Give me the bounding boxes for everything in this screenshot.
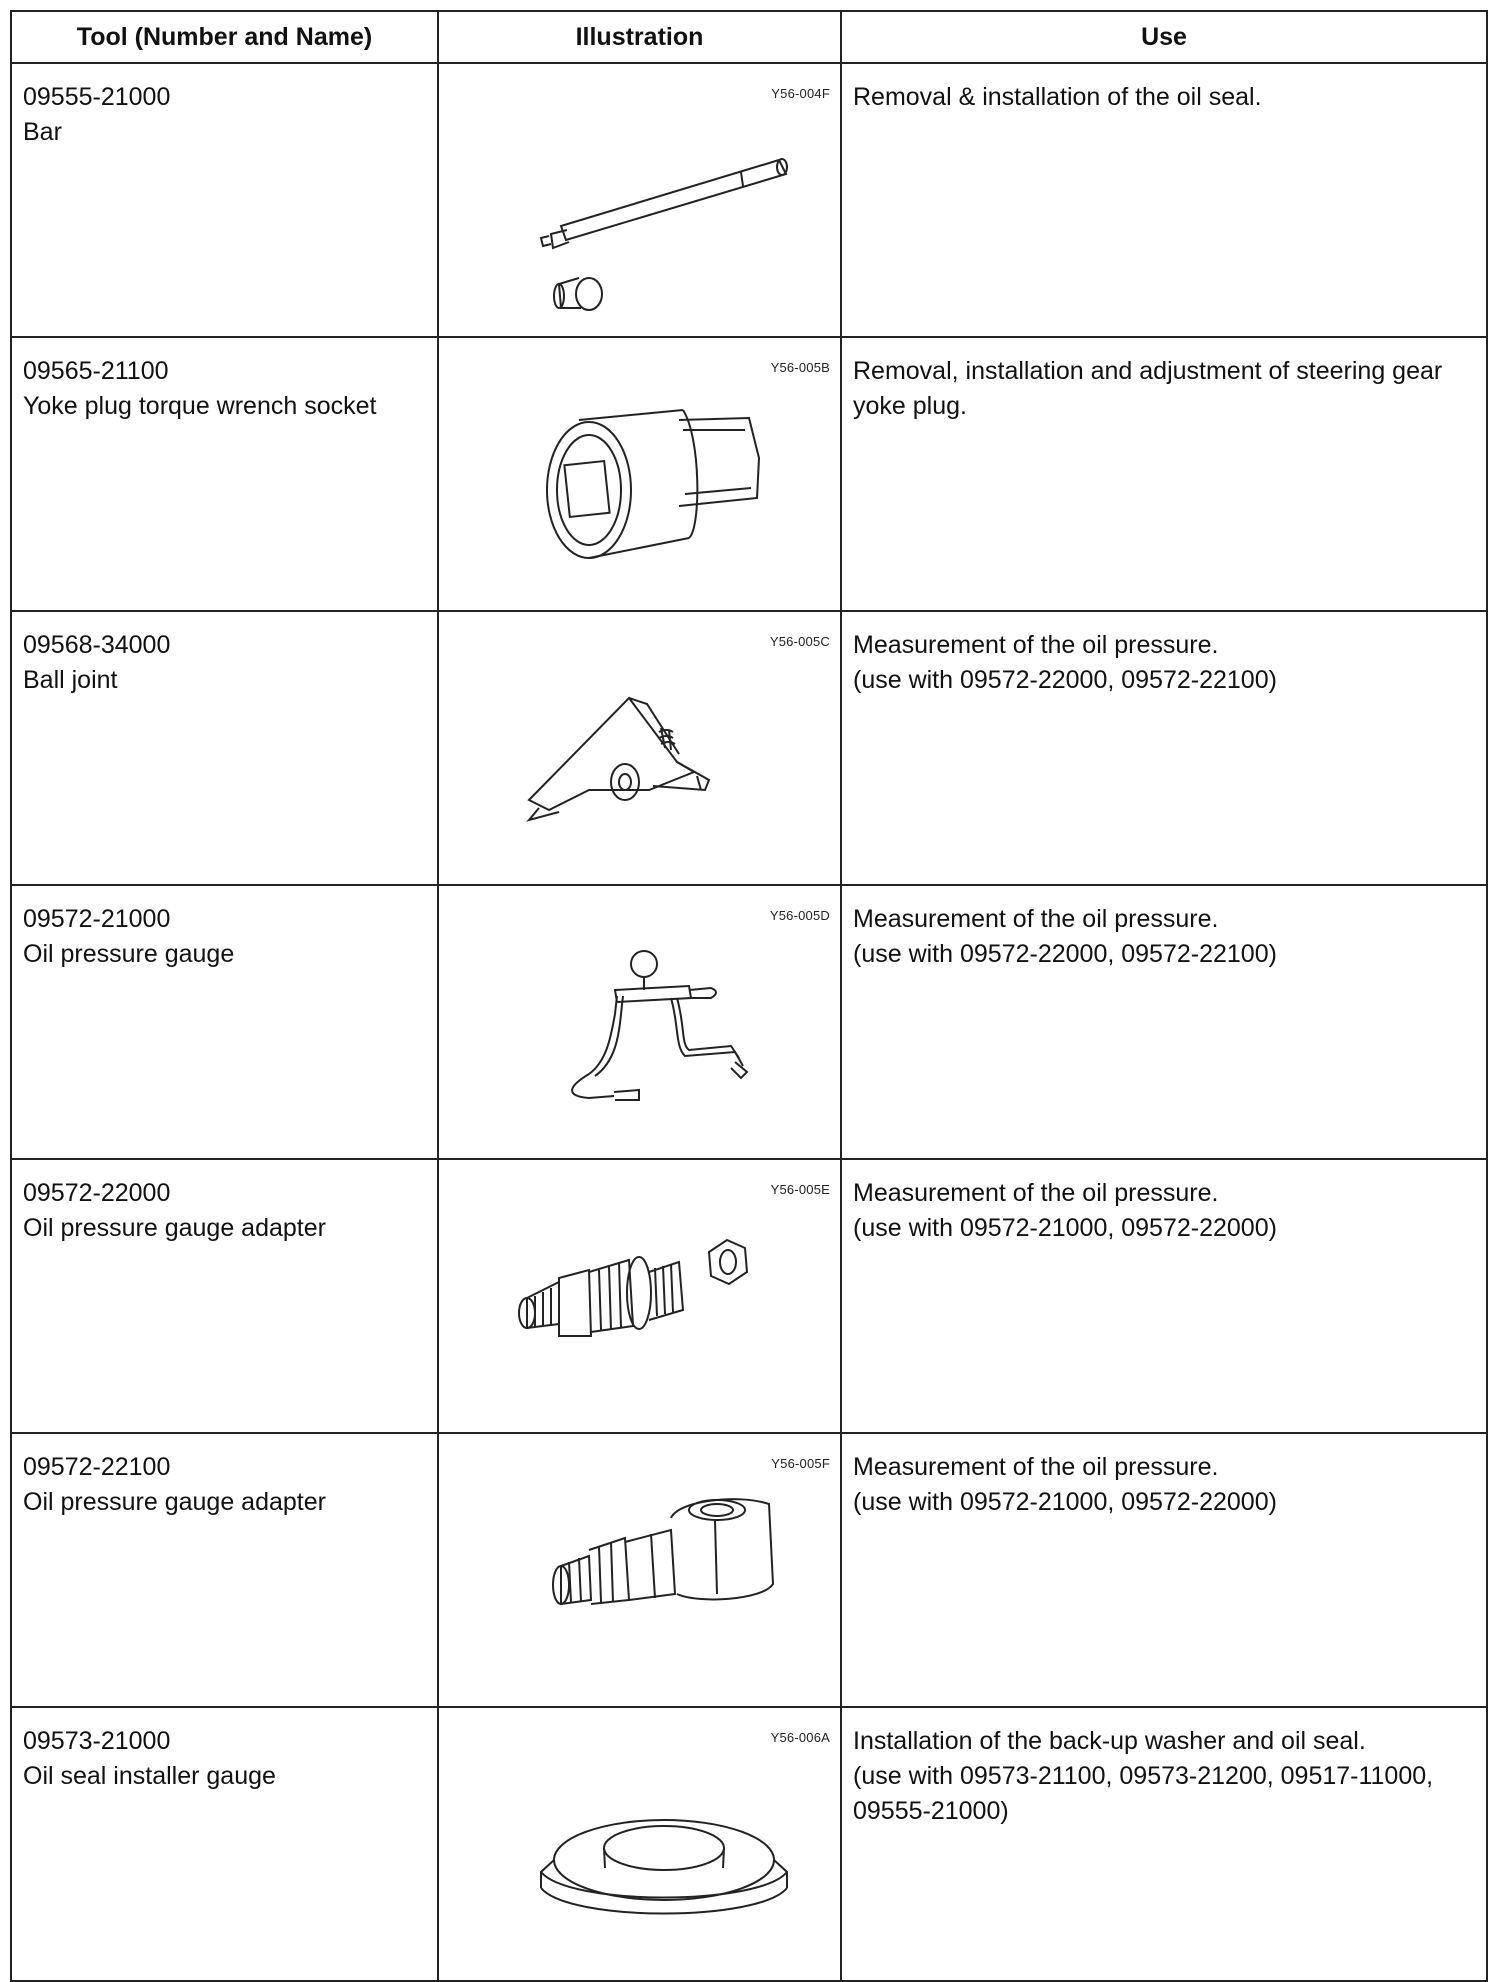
- use-text: Removal, installation and adjustment of steering gear yoke plug.: [853, 357, 1443, 420]
- table-row: [11, 63, 1487, 337]
- use-cell: [841, 1707, 1487, 1981]
- ball-joint-icon: [439, 612, 842, 868]
- table-header-row: [11, 11, 1487, 63]
- tool-number: 09565-21100: [23, 357, 169, 385]
- illustration-cell: [438, 611, 841, 885]
- header-illustration: Illustration: [438, 11, 841, 63]
- illustration-cell: [438, 1159, 841, 1433]
- tool-name: Ball joint: [23, 666, 118, 694]
- gauge-adapter-icon: [439, 1160, 842, 1416]
- header-tool: Tool (Number and Name): [11, 11, 438, 63]
- header-use: Use: [841, 11, 1487, 63]
- illustration-cell: [438, 337, 841, 611]
- illustration-cell: [438, 885, 841, 1159]
- figure-code: Y56-005F: [771, 1456, 830, 1471]
- tool-name: Oil pressure gauge adapter: [23, 1214, 326, 1242]
- table-row: [11, 1433, 1487, 1707]
- figure-code: Y56-006A: [770, 1730, 830, 1745]
- figure-code: Y56-005E: [770, 1182, 830, 1197]
- use-cell: [841, 885, 1487, 1159]
- illustration-cell: [438, 1707, 841, 1981]
- use-cell: [841, 1433, 1487, 1707]
- tool-name: Oil pressure gauge adapter: [23, 1488, 326, 1516]
- tool-cell: [11, 1159, 438, 1433]
- use-cell: [841, 63, 1487, 337]
- tool-name: Oil seal installer gauge: [23, 1762, 276, 1790]
- table-row: [11, 1159, 1487, 1433]
- tool-cell: [11, 885, 438, 1159]
- pressure-gauge-icon: [439, 886, 842, 1142]
- tool-number: 09555-21000: [23, 83, 171, 111]
- socket-icon: [439, 338, 842, 594]
- tool-cell: [11, 1707, 438, 1981]
- bar-icon: [439, 64, 842, 320]
- use-text: Installation of the back-up washer and oil seal. (use with 09573-21100, 09573-21200, 09517-11000, 09555-21000): [853, 1727, 1434, 1825]
- tool-cell: [11, 1433, 438, 1707]
- figure-code: Y56-005C: [769, 634, 830, 649]
- figure-code: Y56-005B: [770, 360, 830, 375]
- use-text: Measurement of the oil pressure. (use with 09572-22000, 09572-22100): [853, 905, 1277, 968]
- tool-name: Oil pressure gauge: [23, 940, 235, 968]
- tool-number: 09573-21000: [23, 1727, 171, 1755]
- tool-cell: [11, 337, 438, 611]
- use-text: Measurement of the oil pressure. (use with 09572-22000, 09572-22100): [853, 631, 1277, 694]
- tool-cell: [11, 63, 438, 337]
- use-cell: [841, 611, 1487, 885]
- use-text: Measurement of the oil pressure. (use with 09572-21000, 09572-22000): [853, 1453, 1277, 1516]
- tool-number: 09572-22000: [23, 1179, 171, 1207]
- banjo-adapter-icon: [439, 1434, 842, 1690]
- figure-code: Y56-005D: [769, 908, 830, 923]
- tool-number: 09568-34000: [23, 631, 171, 659]
- tool-cell: [11, 611, 438, 885]
- use-text: Removal & installation of the oil seal.: [853, 83, 1262, 111]
- table-row: [11, 337, 1487, 611]
- table-row: [11, 885, 1487, 1159]
- table-row: [11, 1707, 1487, 1981]
- use-cell: [841, 1159, 1487, 1433]
- table-row: [11, 611, 1487, 885]
- special-tools-table: [10, 10, 1488, 1982]
- illustration-cell: [438, 63, 841, 337]
- use-cell: [841, 337, 1487, 611]
- illustration-cell: [438, 1433, 841, 1707]
- seal-installer-icon: [439, 1708, 842, 1964]
- tool-name: Yoke plug torque wrench socket: [23, 392, 377, 420]
- tool-number: 09572-22100: [23, 1453, 171, 1481]
- tool-number: 09572-21000: [23, 905, 171, 933]
- figure-code: Y56-004F: [771, 86, 830, 101]
- use-text: Measurement of the oil pressure. (use with 09572-21000, 09572-22000): [853, 1179, 1277, 1242]
- tool-name: Bar: [23, 118, 62, 146]
